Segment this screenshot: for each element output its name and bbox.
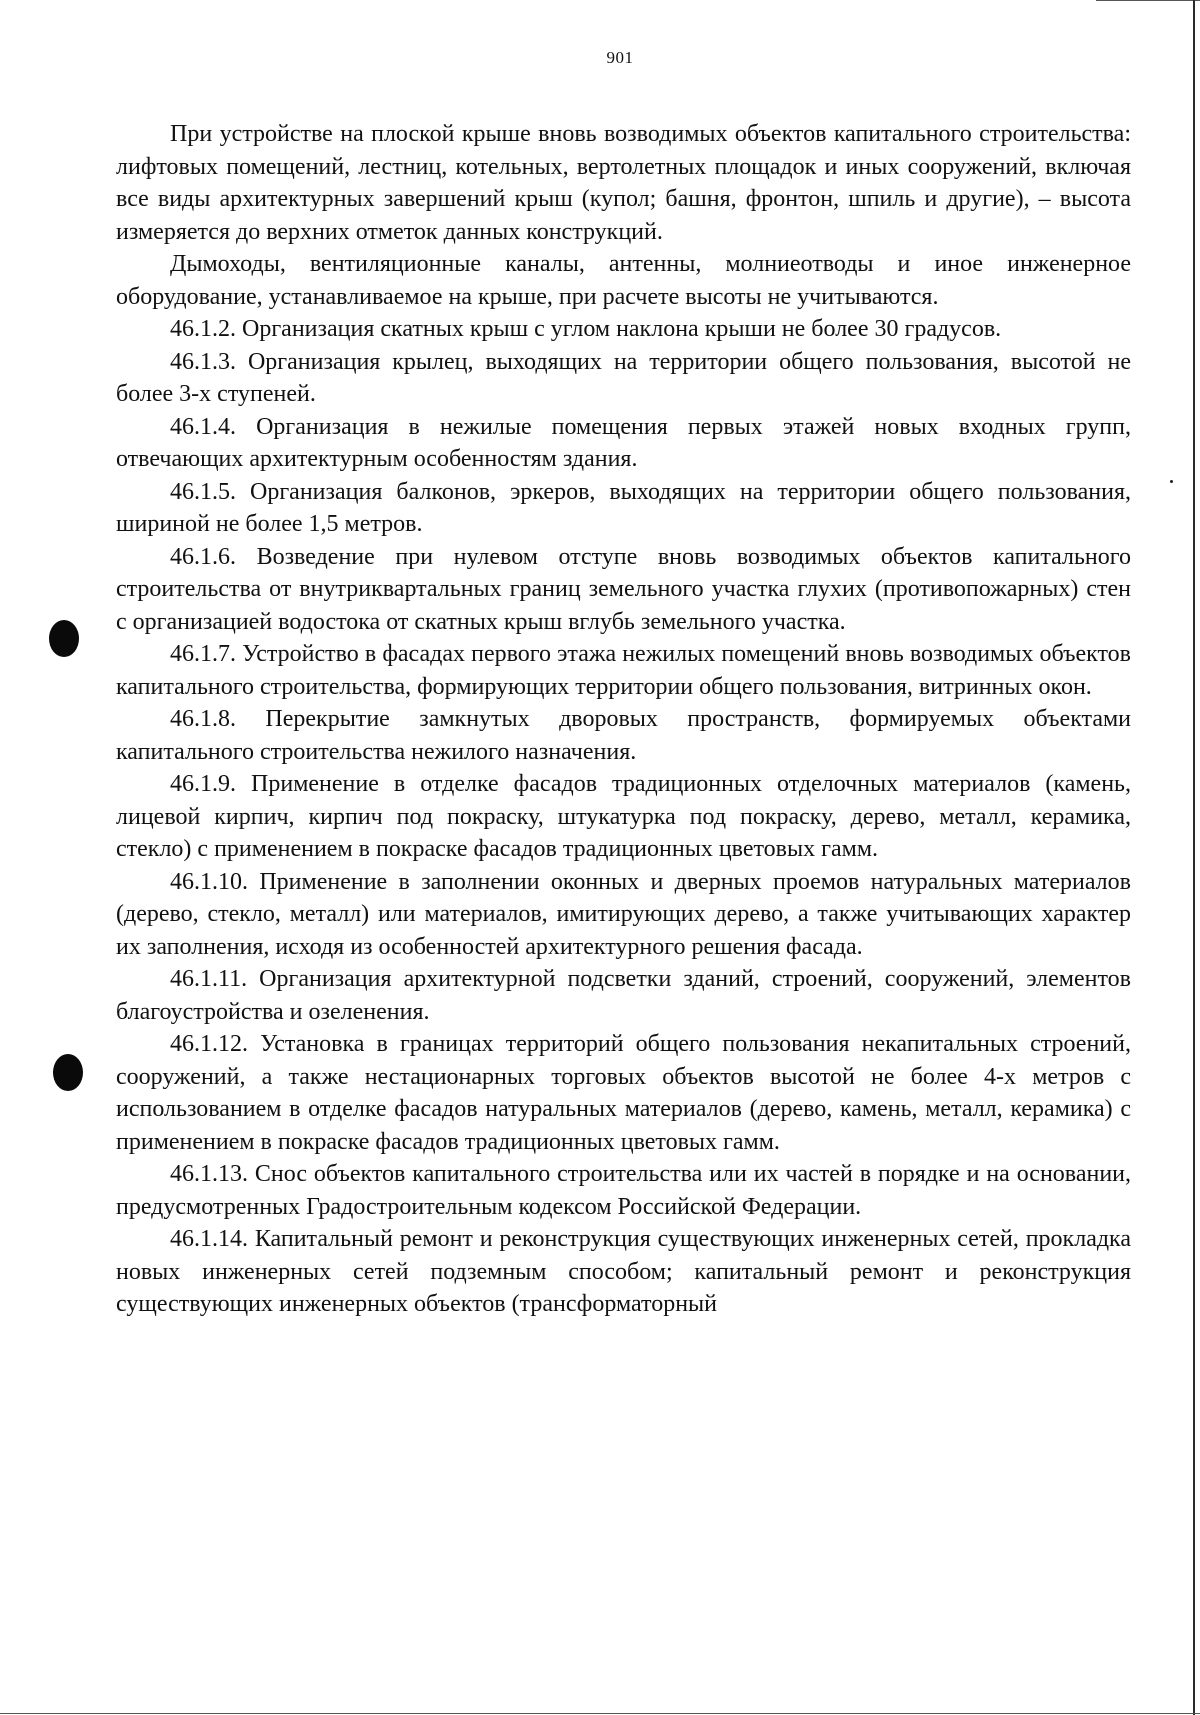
scan-edge-right [1193,0,1195,1715]
paragraph-46-1-7: 46.1.7. Устройство в фасадах первого этажа нежилых помещений вновь возводимых объектов капитального строительства, формирующих территории общего пользования, витринных окон. [116,641,1131,700]
paragraph-46-1-6: 46.1.6. Возведение при нулевом отступе вновь возводимых объектов капитального строительства от внутриквартальных границ земельного участка глухих (противопожарных) стен с организацией водостока от скатных крыш вглубь земельного участка. [116,543,1131,635]
paragraph-46-1-8: 46.1.8. Перекрытие замкнутых дворовых пространств, формируемых объектами капитального строительства нежилого назначения. [116,706,1131,765]
scan-edge-top [1096,0,1200,1]
paragraph-46-1-11: 46.1.11. Организация архитектурной подсветки зданий, строений, сооружений, элементов благоустройства и озеленения. [116,966,1131,1025]
paragraph-46-1-10: 46.1.10. Применение в заполнении оконных и дверных проемов натуральных материалов (дерево, стекло, металл) или материалов, имитирующих дерево, а также учитывающих характер их заполнения, исходя из особенностей архитектурного решения фасада. [116,868,1131,960]
scan-speck [1170,480,1173,483]
paragraph-flat-roof-height: При устройстве на плоской крыше вновь возводимых объектов капитального строительства: лифтовых помещений, лестниц, котельных, вертолетных площадок и иных сооружений, включая все виды архитектурных завершений крыш (купол; башня, фронтон, шпиль и другие), – высота измеряется до верхних отметок данных конструкций. [116,121,1131,245]
paragraph-roof-equipment: Дымоходы, вентиляционные каналы, антенны, молниеотводы и иное инженерное оборудование, устанавливаемое на крыше, при расчете высоты не учитываются. [116,251,1131,310]
paragraph-46-1-9: 46.1.9. Применение в отделке фасадов традиционных отделочных материалов (камень, лицевой кирпич, кирпич под покраску, штукатурка под покраску, дерево, металл, керамика, стекло) с применением в покраске фасадов традиционных цветовых гамм. [116,771,1131,862]
paragraph-46-1-3: 46.1.3. Организация крылец, выходящих на территории общего пользования, высотой не более 3-х ступеней. [116,348,1131,407]
scan-edge-bottom [0,1713,1200,1714]
paragraph-46-1-13: 46.1.13. Снос объектов капитального строительства или их частей в порядке и на основании, предусмотренных Градостроительным кодексом Российской Федерации. [116,1161,1131,1220]
punch-hole-upper [49,620,79,657]
paragraph-46-1-5: 46.1.5. Организация балконов, эркеров, выходящих на территории общего пользования, шириной не более 1,5 метров. [116,478,1131,537]
page-number: 901 [606,48,634,67]
document-body [116,118,1131,1321]
paragraph-46-1-14: 46.1.14. Капитальный ремонт и реконструкция существующих инженерных сетей, прокладка новых инженерных сетей подземным способом; капитальный ремонт и реконструкция существующих инженерных объектов (трансформаторный [116,1226,1131,1317]
paragraph-46-1-2: 46.1.2. Организация скатных крыш с углом наклона крыши не более 30 градусов. [170,316,1002,342]
paragraph-46-1-4: 46.1.4. Организация в нежилые помещения первых этажей новых входных групп, отвечающих архитектурным особенностям здания. [116,413,1131,472]
paragraph-46-1-12: 46.1.12. Установка в границах территорий общего пользования некапитальных строений, сооружений, а также нестационарных торговых объектов высотой не более 4-х метров с использованием в отделке фасадов натуральных материалов (дерево, камень, металл, керамика) с применением в покраске фасадов традиционных цветовых гамм. [116,1031,1131,1155]
punch-hole-lower [53,1054,83,1091]
